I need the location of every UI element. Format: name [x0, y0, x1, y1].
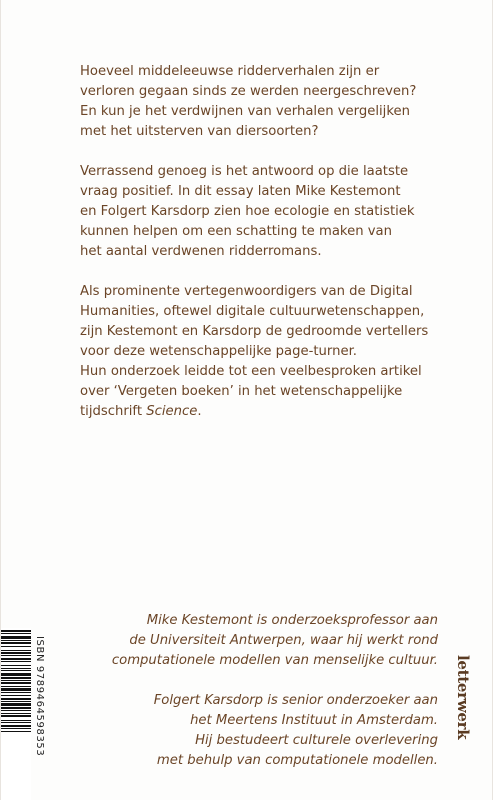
barcode-bar — [1, 703, 31, 706]
barcode-bar — [1, 688, 31, 691]
barcode-bar — [1, 633, 31, 634]
barcode-bar — [1, 701, 31, 702]
blurb-line: zijn Kestemont en Karsdorp de gedroomde vertellers — [80, 324, 429, 339]
barcode-bar — [1, 686, 31, 687]
barcode-graphic — [1, 628, 31, 800]
publisher-logo — [454, 655, 474, 780]
blurb-line: Als prominente vertegenwoordigers van de Digital — [80, 284, 413, 299]
barcode-bar — [1, 731, 31, 732]
blurb-line: en Folgert Karsdorp zien hoe ecologie en statistiek — [80, 204, 415, 219]
barcode-bar — [1, 650, 31, 651]
blurb-line: voor deze wetenschappelijke page-turner. — [80, 344, 357, 359]
barcode-bar — [1, 728, 31, 729]
barcode-bar — [1, 661, 31, 662]
bio-line: Hij bestudeert culturele overlevering — [195, 733, 438, 748]
barcode-bar — [1, 725, 31, 727]
barcode-bar — [1, 655, 31, 656]
blurb-line: verloren gegaan sinds ze werden neergeschreven? — [80, 84, 417, 99]
barcode-bar — [1, 715, 31, 717]
barcode-bar — [1, 713, 31, 714]
blurb-text-fragment: . — [197, 404, 202, 419]
blurb-line: over ‘Vergeten boeken’ in het wetenschappelijke — [80, 384, 403, 399]
bio-line: de Universiteit Antwerpen, waar hij werkt rond — [129, 633, 438, 648]
barcode-bar — [1, 695, 31, 696]
barcode-bar — [1, 646, 31, 647]
blurb-text-fragment: tijdschrift — [80, 404, 147, 419]
barcode-bar — [1, 707, 31, 709]
bio-line: Mike Kestemont is onderzoeksprofessor aan — [146, 613, 438, 628]
isbn-text: ISBN 9789464598353 — [34, 636, 45, 757]
barcode-bar — [1, 710, 31, 711]
blurb-paragraph-1 — [80, 62, 460, 142]
barcode-bar — [1, 680, 31, 681]
bio-line: Folgert Karsdorp is senior onderzoeker aan — [153, 693, 438, 708]
blurb-line: vraag positief. In dit essay laten Mike Kestemont — [80, 184, 401, 199]
barcode-bar — [1, 692, 31, 693]
author-bios — [108, 611, 438, 791]
barcode-bar — [1, 640, 31, 641]
blurb-line: met het uitsterven van diersoorten? — [80, 124, 319, 139]
blurb-paragraph-2 — [80, 162, 460, 262]
barcode-bar — [1, 698, 31, 700]
barcode — [1, 628, 31, 800]
barcode-bar — [1, 682, 31, 684]
blurb-line: Hoeveel middeleeuwse ridderverhalen zijn er — [80, 64, 380, 79]
barcode-bar — [1, 665, 31, 666]
bio-line: met behulp van computationele modellen. — [156, 753, 438, 768]
barcode-bar — [1, 658, 31, 660]
bio-karsdorp — [108, 691, 438, 771]
bio-line: computationele modellen van menselijke cultuur. — [111, 653, 438, 668]
blurb-paragraph-3 — [80, 282, 460, 422]
bio-kestemont — [108, 611, 438, 671]
bio-line: het Meertens Instituut in Amsterdam. — [190, 713, 438, 728]
barcode-bar — [1, 636, 31, 639]
publisher-logo-text: letterwerk — [454, 655, 472, 740]
blurb-line: En kun je het verdwijnen van verhalen vergelijken — [80, 104, 410, 119]
blurb-line: kunnen helpen om een schatting te maken van — [80, 224, 392, 239]
blurb-line: Humanities, oftewel digitale cultuurwetenschappen, — [80, 304, 425, 319]
blurb-line-last — [80, 402, 460, 422]
blurb-text — [80, 62, 460, 442]
barcode-bar — [1, 630, 31, 632]
barcode-bar — [1, 670, 31, 671]
isbn-number — [33, 636, 47, 796]
barcode-bar — [1, 673, 31, 676]
barcode-bar — [1, 642, 31, 644]
journal-title: Science — [146, 404, 198, 419]
barcode-bar — [1, 652, 31, 654]
barcode-bar — [1, 722, 31, 723]
barcode-bar — [1, 677, 31, 679]
blurb-line: het aantal verdwenen ridderromans. — [80, 244, 322, 259]
blurb-line: Verrassend genoeg is het antwoord op die laatste — [80, 164, 409, 179]
barcode-bar — [1, 720, 31, 721]
barcode-bar — [1, 668, 31, 669]
blurb-line: Hun onderzoek leidde tot een veelbesproken artikel — [80, 364, 422, 379]
